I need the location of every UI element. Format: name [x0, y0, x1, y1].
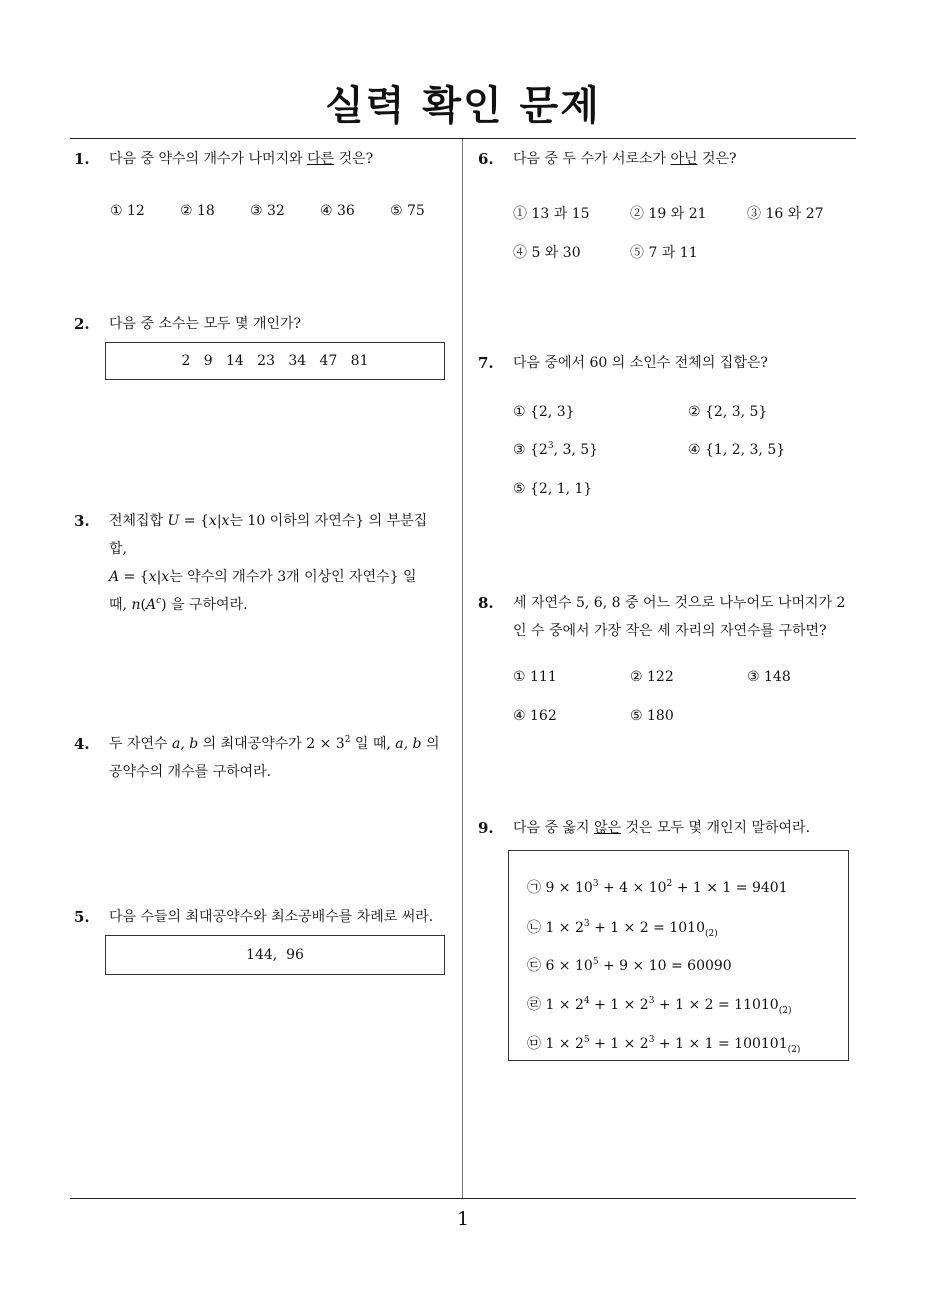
question-7 [478, 349, 863, 377]
option-3[interactable]: ③ 148 [747, 669, 791, 685]
option-4[interactable]: ④ {1, 2, 3, 5} [688, 442, 786, 458]
option-3[interactable]: ③ 32 [250, 203, 285, 219]
question-text: 다음 중 약수의 개수가 나머지와 다른 것은? [109, 151, 374, 167]
statement-1: ㉠ $9 \times 10^3 + 4 \times 10^2 + 1 \times 1 = 9401$ [527, 879, 788, 896]
option-4[interactable]: ④ 162 [513, 708, 557, 724]
page-title: 실력 확인 문제 [325, 83, 601, 129]
option-3[interactable]: ③ 16 와 27 [747, 206, 824, 222]
question-1 [74, 145, 459, 173]
underlined-word: 아닌 [670, 151, 698, 167]
question-number: 5. [74, 908, 90, 926]
option-5[interactable]: ⑤ {2, 1, 1} [513, 481, 593, 497]
question-2 [74, 310, 459, 338]
option-5[interactable]: ⑤ 180 [630, 708, 674, 724]
question-9 [478, 814, 868, 842]
statement-2: ㉡ $1 \times 2^3 + 1 \times 2 = 1010_{(2)}$ [527, 919, 718, 939]
option-2[interactable]: ② 122 [630, 669, 674, 685]
option-5[interactable]: ⑤ 7 과 11 [630, 245, 698, 261]
column-divider [462, 139, 463, 1199]
option-1[interactable]: ① {2, 3} [513, 404, 575, 420]
statement-5: ㉤ $1 \times 2^5 + 1 \times 2^3 + 1 \times 1 = 100101_{(2)}$ [527, 1035, 801, 1055]
number-box: 144, 96 [105, 935, 445, 975]
option-5[interactable]: ⑤ 75 [390, 203, 425, 219]
question-number: 3. [74, 512, 90, 530]
option-4[interactable]: ④ 36 [320, 203, 355, 219]
page-number: 1 [456, 1208, 470, 1230]
question-number: 9. [478, 819, 494, 837]
question-8 [478, 589, 868, 645]
statements-box [508, 850, 849, 1061]
option-1[interactable]: ① 111 [513, 669, 557, 685]
question-text: 다음 수들의 최대공약수와 최소공배수를 차례로 써라. [109, 909, 434, 925]
question-text: 두 자연수 a, b 의 최대공약수가 $2 \times 3^2$ 일 때, a, b 의 공약수의 개수를 구하여라. [109, 735, 440, 780]
option-3[interactable]: ③ {$2^3$, 3, 5} [513, 441, 599, 458]
question-text: 다음 중 두 수가 서로소가 아닌 것은? [513, 151, 737, 167]
number-box: 2 9 14 23 34 47 81 [105, 342, 445, 380]
option-2[interactable]: ② 18 [180, 203, 215, 219]
question-number: 8. [478, 594, 494, 612]
question-number: 1. [74, 150, 90, 168]
question-number: 2. [74, 315, 90, 333]
underlined-word: 않은 [593, 820, 622, 836]
question-text: 전체집합 U = {x|x는 10 이하의 자연수} 의 부분집 합, A = {x|x는 약수의 개수가 3개 이상인 자연수} 일 때, $n(A^c)$ 을 구하여라. [109, 513, 428, 613]
option-1[interactable]: ① 13 과 15 [513, 206, 590, 222]
question-number: 7. [478, 354, 494, 372]
question-number: 4. [74, 735, 90, 753]
statement-4: ㉣ $1 \times 2^4 + 1 \times 2^3 + 1 \times 2 = 11010_{(2)}$ [527, 996, 792, 1016]
question-6 [478, 145, 863, 173]
question-3 [74, 507, 459, 619]
option-2[interactable]: ② {2, 3, 5} [688, 404, 768, 420]
question-text: 다음 중에서 60 의 소인수 전체의 집합은? [513, 355, 768, 371]
underlined-word: 다른 [307, 151, 335, 167]
option-1[interactable]: ① 12 [110, 203, 145, 219]
option-2[interactable]: ② 19 와 21 [630, 206, 707, 222]
question-4 [74, 730, 459, 786]
question-text: 세 자연수 5, 6, 8 중 어느 것으로 나누어도 나머지가 2 인 수 중에서 가장 작은 세 자리의 자연수를 구하면? [513, 595, 846, 639]
top-rule [70, 138, 856, 139]
bottom-rule [70, 1198, 856, 1199]
question-5 [74, 903, 464, 931]
statement-3: ㉢ $6 \times 10^5 + 9 \times 10 = 60090$ [527, 957, 732, 974]
question-text: 다음 중 옳지 않은 것은 모두 몇 개인지 말하여라. [513, 820, 811, 836]
option-4[interactable]: ④ 5 와 30 [513, 245, 581, 261]
question-number: 6. [478, 150, 494, 168]
question-text: 다음 중 소수는 모두 몇 개인가? [109, 316, 302, 332]
